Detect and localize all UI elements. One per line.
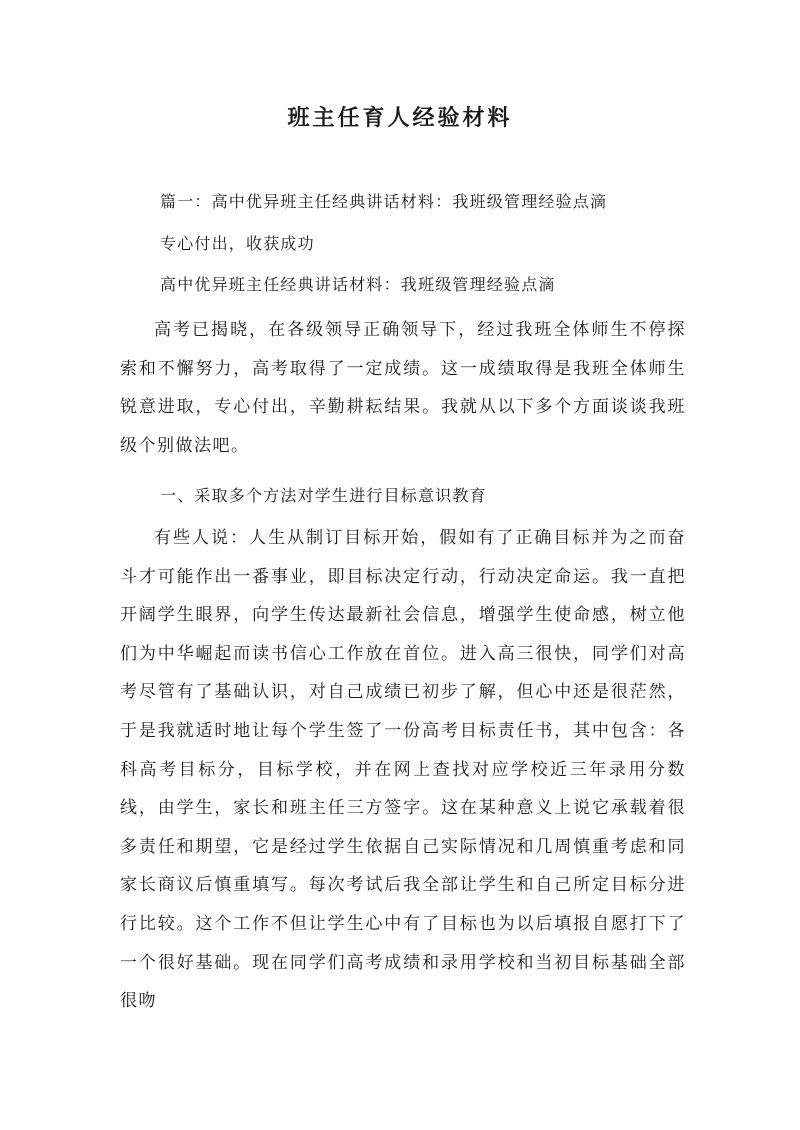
intro-paragraph: 高考已揭晓，在各级领导正确领导下，经过我班全体师生不停探索和不懈努力，高考取得了一定成绩。这一成绩取得是我班全体师生锐意进取，专心付出，辛勤耕耘结果。我就从以下多个方面谈谈我班级个别做法吧。 [120,320,686,456]
repeat-heading: 高中优异班主任经典讲话材料：我班级管理经验点滴 [160,275,556,294]
part-heading: 篇一：高中优异班主任经典讲话材料：我班级管理经验点滴 [160,192,608,211]
section-heading: 一、采取多个方法对学生进行目标意识教育 [160,486,487,505]
subtitle: 专心付出，收获成功 [160,234,315,253]
body-paragraph: 有些人说：人生从制订目标开始，假如有了正确目标并为之而奋斗才可能作出一番事业，即目标决定行动，行动决定命运。我一直把开阔学生眼界，向学生传达最新社会信息，增强学生使命感，树立他们为中华崛起而读书信心工作放在首位。进入高三很快，同学们对高考尽管有了基础认识，对自己成绩已初步了解，但心中还是很茫然，于是我就适时地让每个学生签了一份高考目标责任书，其中包含：各科高考目标分，目标学校，并在网上查找对应学校近三年录用分数线，由学生，家长和班主任三方签字。这在某种意义上说它承载着很多责任和期望，它是经过学生依据自己实际情况和几周慎重考虑和同家长商议后慎重填写。每次考试后我全部让学生和自己所定目标分进行比较。这个工作不但让学生心中有了目标也为以后填报自愿打下了一个很好基础。现在同学们高考成绩和录用学校和当初目标基础全部很吻 [120,528,686,1012]
document-title: 班主任育人经验材料 [287,105,513,131]
